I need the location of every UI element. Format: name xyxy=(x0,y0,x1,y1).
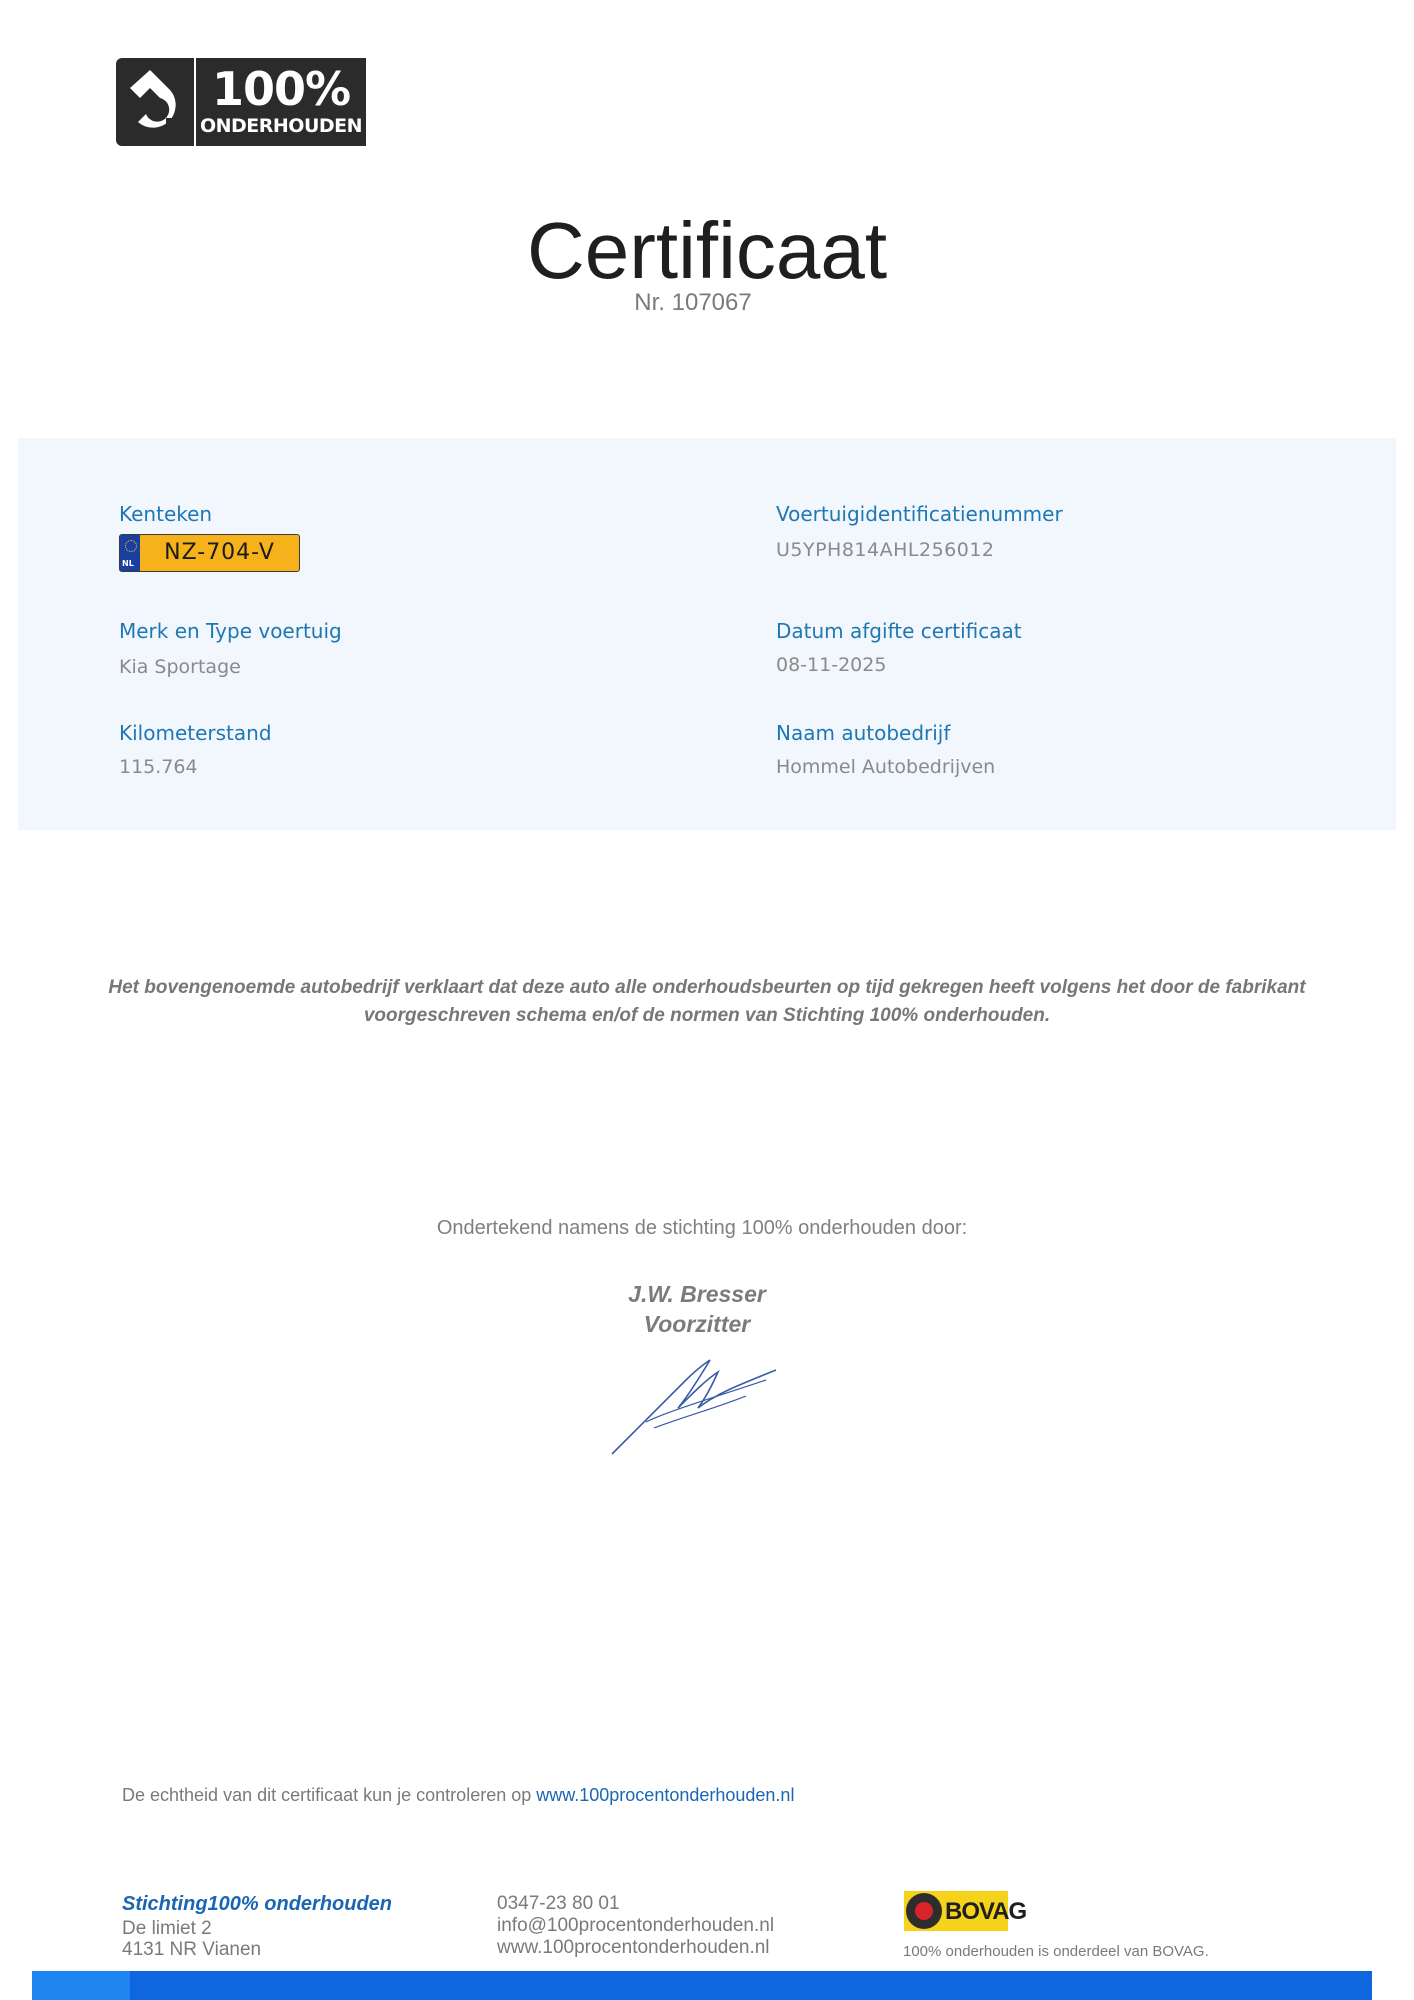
kenteken-value: NZ-704-V xyxy=(164,540,275,565)
plate-country: NL xyxy=(122,559,134,568)
logo-word: ONDERHOUDEN xyxy=(199,115,363,137)
garage-label: Naam autobedrijf xyxy=(776,721,951,745)
statement-line-2: voorgeschreven schema en/of de normen van Stichting 100% onderhouden. xyxy=(363,1005,1051,1026)
vin-value: U5YPH814AHL256012 xyxy=(776,539,995,561)
license-plate xyxy=(119,534,300,572)
page-title: Certificaat xyxy=(526,206,888,295)
wrench-logo-icon xyxy=(116,58,194,146)
vin-label: Voertuigidentificatienummer xyxy=(776,502,1063,526)
brand-logo xyxy=(116,58,366,146)
signer-block xyxy=(0,1279,1394,1339)
footer-org-name: Stichting100% onderhouden xyxy=(122,1893,393,1915)
verification-link[interactable]: www.100procentonderhouden.nl xyxy=(536,1785,795,1805)
footer-bar xyxy=(32,1971,1372,2000)
brand-value: Kia Sportage xyxy=(119,656,241,678)
footer-email[interactable]: info@100procentonderhouden.nl xyxy=(497,1915,775,1936)
logo-text-box xyxy=(196,58,366,146)
kenteken-label: Kenteken xyxy=(119,502,213,526)
km-value: 115.764 xyxy=(119,756,198,778)
logo-percent: 100% xyxy=(211,62,351,116)
footer-bar-accent xyxy=(32,1971,130,2000)
date-label: Datum afgifte certificaat xyxy=(776,619,1022,643)
footer-address-2: 4131 NR Vianen xyxy=(122,1939,262,1960)
verification-note xyxy=(122,1785,794,1806)
signed-by-intro: Ondertekend namens de stichting 100% onderhouden door: xyxy=(436,1217,968,1239)
date-value: 08-11-2025 xyxy=(776,654,887,676)
garage-value: Hommel Autobedrijven xyxy=(776,756,996,778)
bovag-note: 100% onderhouden is onderdeel van BOVAG. xyxy=(903,1943,1209,1960)
footer-website[interactable]: www.100procentonderhouden.nl xyxy=(497,1937,770,1958)
bovag-logo xyxy=(904,1891,1027,1931)
eu-flag-icon xyxy=(120,535,140,571)
signer-name: J.W. Bresser xyxy=(628,1281,766,1307)
verification-text: De echtheid van dit certificaat kun je controleren op xyxy=(122,1785,537,1805)
footer-address-1: De limiet 2 xyxy=(122,1918,212,1939)
km-label: Kilometerstand xyxy=(119,721,272,745)
bovag-emblem-icon xyxy=(906,1893,942,1929)
footer-phone: 0347-23 80 01 xyxy=(497,1893,620,1914)
statement-text xyxy=(55,974,1359,1030)
statement-line-1: Het bovengenoemde autobedrijf verklaart dat deze auto alle onderhoudsbeurten op tijd gekregen heeft volgens het door de fabrikant xyxy=(108,977,1306,998)
certificate-number: Nr. 107067 xyxy=(634,289,752,316)
bovag-logo-text: BOVAG xyxy=(945,1898,1027,1925)
handwritten-signature xyxy=(606,1350,781,1458)
brand-label: Merk en Type voertuig xyxy=(119,619,342,643)
signer-role: Voorzitter xyxy=(643,1311,751,1337)
